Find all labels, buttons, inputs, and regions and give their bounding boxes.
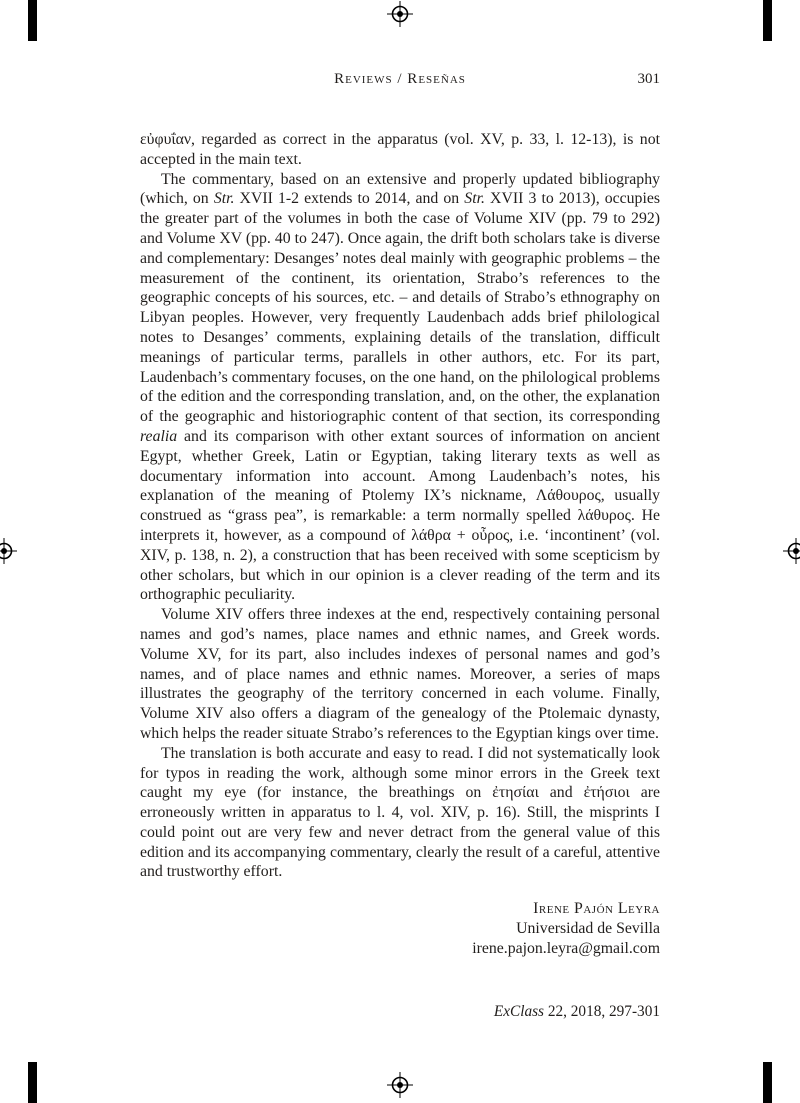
paragraph bbox=[140, 744, 660, 883]
text-column bbox=[140, 130, 660, 959]
author-affiliation: Universidad de Sevilla bbox=[516, 920, 660, 938]
registration-mark-icon bbox=[387, 1072, 413, 1098]
registration-mark-icon bbox=[387, 1, 413, 27]
journal-title: ExClass bbox=[493, 1003, 544, 1020]
crop-mark-bottom-right bbox=[763, 1062, 772, 1103]
page-header bbox=[140, 71, 660, 88]
text-run: and its comparison with other extant sources of information on ancient Egypt, whether Greek, Latin or Egyptian, taking literary texts as well as documentary information into account. Among Laudenbach’s notes, his explanation of the meaning of Ptolemy IX’s nickname, Λάθουρος, usually construed as “grass pea”, is remarkable: a term normally spelled λάθυρος. He interprets it, however, as a compound of λάθρα + οὖρος, i.e. ‘incontinent’ (vol. XIV, p. 138, n. 2), a construction that has been received with some scepticism by other scholars, but which in our opinion is a clever reading of the term and its orthographic peculiarity. bbox=[140, 427, 660, 604]
author-email: irene.pajon.leyra@gmail.com bbox=[472, 940, 660, 958]
paragraph bbox=[140, 130, 660, 170]
paragraph bbox=[140, 605, 660, 744]
text-run: The commentary, based on an extensive and properly updated bibliography (which, on bbox=[140, 170, 660, 208]
registration-mark-icon bbox=[0, 538, 17, 564]
citation-rest: 22, 2018, 297-301 bbox=[544, 1003, 660, 1020]
text-run: Volume XIV offers three indexes at the end, respectively containing personal names and god’s names, place names and ethnic names, and Greek words. Volume XV, for its part, also includes indexes of personal names and god’s names, and of place names and ethnic names. Moreover, a series of maps illustrates the geography of the territory concerned in each volume. Finally, Volume XIV also offers a diagram of the genealogy of the Ptolemaic dynasty, which helps the reader situate Strabo’s references to the Egyptian kings over time. bbox=[140, 606, 660, 742]
text-run: The translation is both accurate and easy to read. I did not systematically look for typos in reading the work, although some minor errors in the Greek text caught my eye (for instance, the breathings on ἐτησίαι and ἐτήσιοι are erroneously written in apparatus to l. 4, vol. XIV, p. 16). Still, the misprints I could point out are very few and never detract from the general value of this edition and its accompanying commentary, clearly the result of a careful, attentive and trustworthy effort. bbox=[140, 744, 660, 881]
page-number: 301 bbox=[637, 71, 660, 87]
text-run: εὐφυΐαν, regarded as correct in the apparatus (vol. XV, p. 33, l. 12-13), is not accepted in the main text. bbox=[140, 131, 660, 168]
body-text bbox=[140, 130, 660, 882]
paragraph bbox=[140, 170, 660, 606]
crop-mark-bottom-left bbox=[28, 1062, 37, 1103]
running-title: Reviews / Reseñas bbox=[334, 71, 466, 87]
signature-block bbox=[140, 899, 660, 959]
crop-mark-top-left bbox=[28, 0, 37, 41]
registration-mark-icon bbox=[783, 538, 800, 564]
text-run: realia bbox=[140, 427, 178, 445]
journal-citation bbox=[140, 1003, 660, 1021]
crop-mark-top-right bbox=[763, 0, 772, 41]
text-run: Str. bbox=[464, 190, 485, 208]
text-run: Str. bbox=[213, 190, 235, 208]
author-name: Irene Pajón Leyra bbox=[533, 900, 660, 918]
text-run: XVII 3 to 2013), occupies the greater part of the volumes in both the case of Volume XIV (pp. 79 to 292) and Volume XV (pp. 40 to 247). Once again, the drift both scholars take is diverse and complementary: Desanges’ notes deal mainly with geographic problems – the measurement of the continent, its orientation, Strabo’s references to the geographic concepts of his sources, etc. – and details of Strabo’s ethnography on Libyan peoples. However, very frequently Laudenbach adds brief philological notes to Desanges’ comments, explaining details of the translation, difficult meanings of particular terms, parallels in other authors, etc. For its part, Laudenbach’s commentary focuses, on the one hand, on the philological problems of the edition and the corresponding translation, and, on the other, the explanation of the geographic and historiographic content of that section, its corresponding bbox=[140, 190, 660, 426]
text-run: XVII 1-2 extends to 2014, and on bbox=[234, 190, 465, 208]
